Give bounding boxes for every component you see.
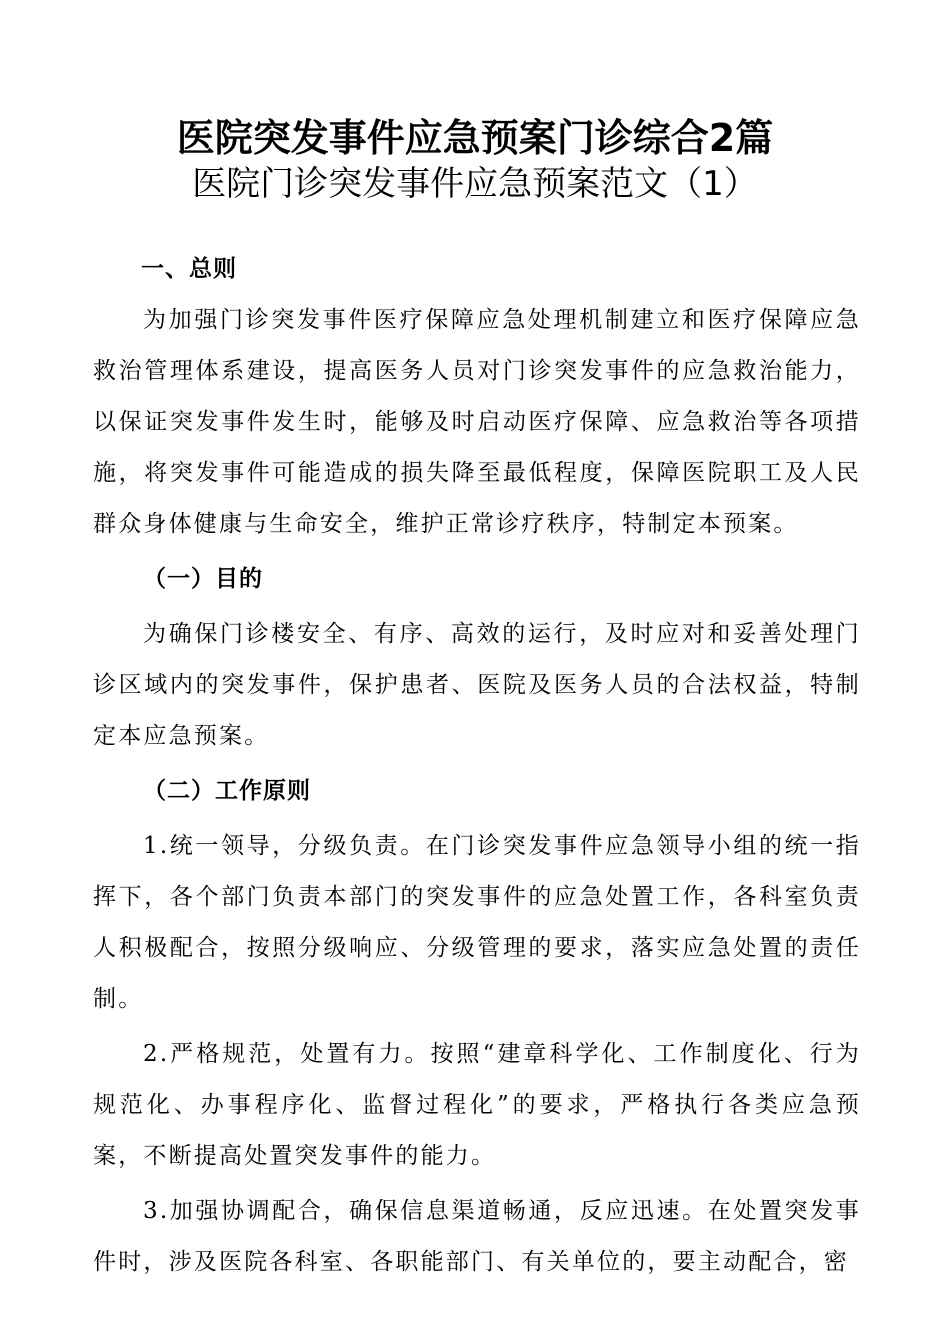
- document-subtitle: 医院门诊突发事件应急预案范文（1）: [192, 164, 758, 204]
- paragraph-principle-3: 3.加强协调配合，确保信息渠道畅通，反应迅速。在处置突发事件时，涉及医院各科室、各职能部门、有关单位的，要主动配合，密: [93, 1198, 861, 1275]
- section-heading-principles: （二）工作原则: [143, 778, 311, 804]
- paragraph-principle-2: 2.严格规范，处置有力。按照“建章科学化、工作制度化、行为规范化、办事程序化、监督过程化”的要求，严格执行各类应急预案，不断提高处置突发事件的能力。: [93, 1041, 861, 1169]
- paragraph-purpose: 为确保门诊楼安全、有序、高效的运行，及时应对和妥善处理门诊区域内的突发事件，保护患者、医院及医务人员的合法权益，特制定本应急预案。: [93, 621, 861, 749]
- section-heading-general: 一、总则: [141, 256, 237, 282]
- paragraph-general: 为加强门诊突发事件医疗保障应急处理机制建立和医疗保障应急救治管理体系建设，提高医务人员对门诊突发事件的应急救治能力，以保证突发事件发生时，能够及时启动医疗保障、应急救治等各项措施，将突发事件可能造成的损失降至最低程度，保障医院职工及人民群众身体健康与生命安全，维护正常诊疗秩序，特制定本预案。: [93, 307, 861, 537]
- section-heading-purpose: （一）目的: [143, 566, 263, 592]
- document-body: [93, 244, 861, 1288]
- paragraph-principle-1: 1.统一领导，分级负责。在门诊突发事件应急领导小组的统一指挥下，各个部门负责本部门的突发事件的应急处置工作，各科室负责人积极配合，按照分级响应、分级管理的要求，落实应急处置的责任制。: [93, 833, 861, 1012]
- document-title: 医院突发事件应急预案门诊综合2篇: [176, 116, 774, 160]
